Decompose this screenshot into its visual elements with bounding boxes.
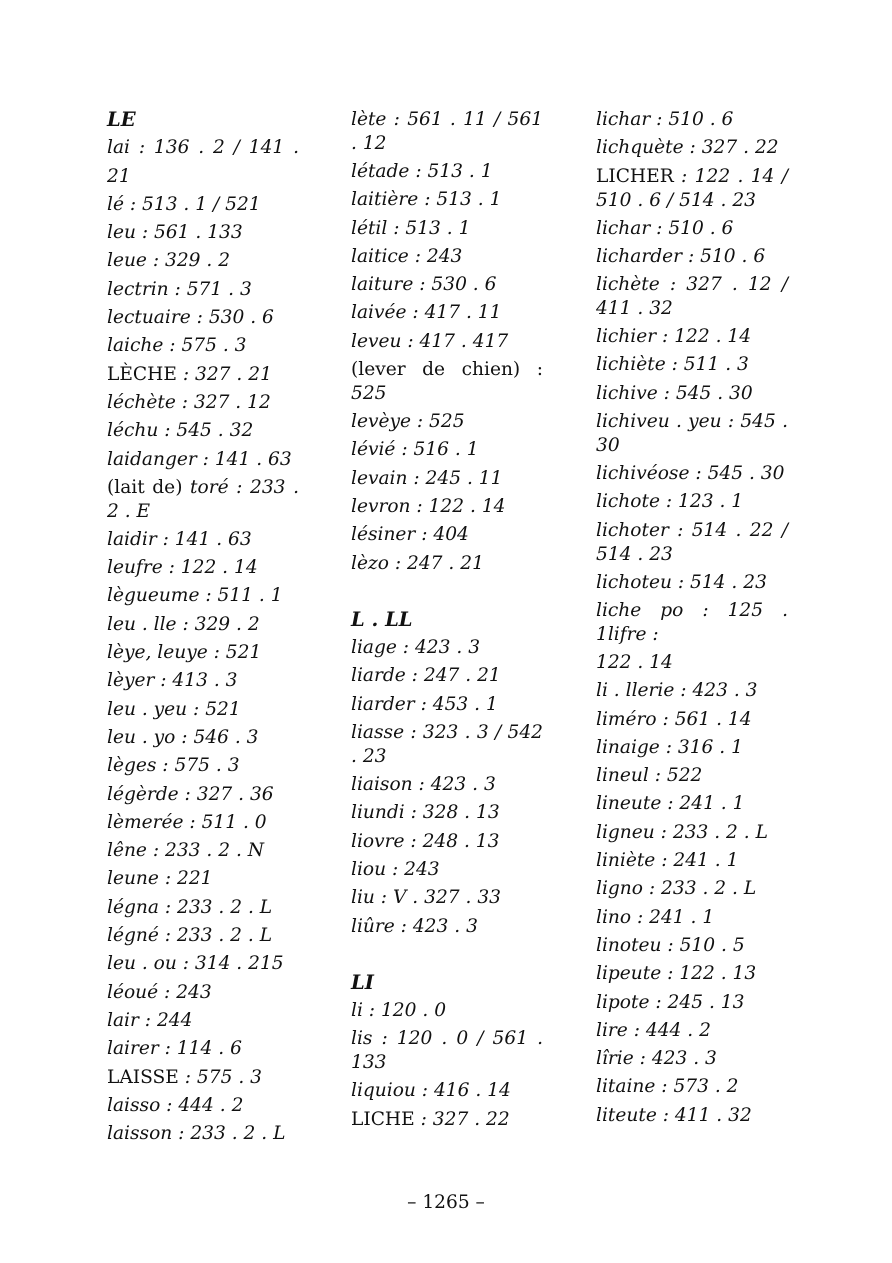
entry-text: liniète : 241 . 1 [596, 850, 739, 872]
index-entry [596, 762, 788, 790]
index-entry [107, 389, 299, 417]
index-entry [351, 1077, 543, 1105]
entry-text: leu . ou : 314 . 215 [107, 953, 284, 975]
index-column-3 [596, 106, 788, 1130]
entry-text: lîrie : 423 . 3 [596, 1048, 717, 1070]
index-entry [351, 913, 543, 941]
index-entry [107, 724, 299, 752]
entry-text: légèrde : 327 . 36 [107, 783, 274, 805]
index-entry [107, 582, 299, 610]
entry-text: li : 120 . 0 [351, 1000, 447, 1022]
entry-text: leveu : 417 . 417 [351, 330, 509, 352]
index-entry [596, 932, 788, 960]
entry-text: liaison : 423 . 3 [351, 774, 496, 796]
entry-text: 525 [351, 383, 387, 405]
index-entry [107, 894, 299, 922]
index-entry [351, 158, 543, 186]
entry-text: légné : 233 . 2 . L [107, 925, 273, 947]
entry-text: : 327 . 22 [414, 1108, 510, 1130]
index-entry [107, 696, 299, 724]
entry-text: levèye : 525 [351, 411, 465, 433]
entry-text: leue : 329 . 2 [107, 250, 231, 272]
entry-text: liu : V . 327 . 33 [351, 887, 501, 909]
index-entry [351, 358, 543, 406]
entry-text: 122 . 14 [596, 651, 673, 673]
index-entry [107, 979, 299, 1007]
entry-text: lèzo : 247 . 21 [351, 552, 484, 574]
index-entry [107, 837, 299, 865]
index-entry [107, 526, 299, 554]
entry-text: lai : 136 . 2 / 141 . 21 [107, 137, 299, 187]
index-entry [107, 247, 299, 275]
index-entry [107, 865, 299, 893]
entry-text: lichier : 122 . 14 [596, 326, 752, 348]
index-entry [107, 922, 299, 950]
index-entry [596, 351, 788, 379]
entry-text: licharder : 510 . 6 [596, 245, 766, 267]
entry-text: lèges : 575 . 3 [107, 755, 240, 777]
index-entry [107, 219, 299, 247]
index-entry [107, 752, 299, 780]
index-entry [107, 361, 299, 389]
entry-headword: LICHE [351, 1108, 415, 1130]
page-number: – 1265 – [407, 1192, 485, 1213]
entry-text: lichoteu : 514 . 23 [596, 571, 767, 593]
entry-text: laiche : 575 . 3 [107, 335, 247, 357]
index-entry [351, 1106, 543, 1134]
entry-text: leu . yeu : 521 [107, 698, 241, 720]
index-entry [596, 215, 788, 243]
entry-text: lipote : 245 . 13 [596, 991, 745, 1013]
index-entry [351, 436, 543, 464]
entry-text: laidir : 141 . 63 [107, 528, 252, 550]
index-entry [596, 488, 788, 516]
index-entry [107, 667, 299, 695]
index-entry [596, 649, 788, 677]
entry-text: liméro : 561 . 14 [596, 708, 752, 730]
entry-text: leufre : 122 . 14 [107, 557, 258, 579]
entry-text: lectuaire : 530 . 6 [107, 307, 274, 329]
entry-text: ligneu : 233 . 2 . L [596, 821, 768, 843]
index-entry [351, 856, 543, 884]
entry-text: liarder : 453 . 1 [351, 693, 498, 715]
index-entry [107, 809, 299, 837]
entry-text: lair : 244 [107, 1009, 193, 1031]
index-entry [596, 569, 788, 597]
entry-text: laitice : 243 [351, 245, 463, 267]
entry-text: ligno : 233 . 2 . L [596, 878, 757, 900]
entry-headword: (lait de) [107, 476, 191, 498]
entry-text: lévié : 516 . 1 [351, 439, 479, 461]
entry-text: lichive : 545 . 30 [596, 382, 753, 404]
entry-headword: LÈCHE [107, 363, 177, 385]
entry-text: li . llerie : 423 . 3 [596, 680, 758, 702]
entry-text: : 575 . 3 [178, 1066, 262, 1088]
entry-text: liarde : 247 . 21 [351, 665, 501, 687]
index-entry [596, 410, 788, 458]
index-entry [107, 554, 299, 582]
entry-text: lèmerée : 511 . 0 [107, 811, 267, 833]
entry-text: laitière : 513 . 1 [351, 189, 502, 211]
index-entry [596, 1102, 788, 1130]
entry-text: liquiou : 416 . 14 [351, 1080, 511, 1102]
entry-text: lichar : 510 . 6 [596, 109, 734, 130]
entry-text: lègueume : 511 . 1 [107, 585, 283, 607]
entry-text: linoteu : 510 . 5 [596, 934, 745, 956]
entry-text: léchète : 327 . 12 [107, 391, 271, 413]
index-entry [351, 634, 543, 662]
entry-text: laisson : 233 . 2 . L [107, 1123, 286, 1145]
index-entry [596, 1017, 788, 1045]
index-entry [107, 639, 299, 667]
index-entry [596, 519, 788, 567]
entry-text: liche po : 125 . 1lifre : [596, 599, 788, 645]
index-entry [596, 706, 788, 734]
index-entry [596, 677, 788, 705]
entry-text: lineute : 241 . 1 [596, 793, 745, 815]
entry-text: lichote : 123 . 1 [596, 491, 744, 513]
entry-text: lésiner : 404 [351, 524, 469, 546]
index-column-1 [107, 106, 299, 1148]
index-entry [596, 165, 788, 213]
entry-text: lichiveu . yeu : 545 . 30 [596, 411, 788, 457]
entry-text: léoué : 243 [107, 981, 212, 1003]
section-heading: L . LL [351, 607, 413, 631]
index-entry [351, 493, 543, 521]
index-entry [351, 521, 543, 549]
entry-headword: LICHER [596, 165, 674, 187]
entry-text: lichète : 327 . 12 / 411 . 32 [596, 274, 788, 320]
entry-text: létil : 513 . 1 [351, 217, 471, 239]
index-entry [351, 465, 543, 493]
index-entry [351, 550, 543, 578]
index-entry [107, 276, 299, 304]
entry-text: lipeute : 122 . 13 [596, 963, 757, 985]
index-entry [107, 476, 299, 524]
index-entry [351, 691, 543, 719]
entry-text: liteute : 411 . 32 [596, 1104, 752, 1126]
index-entry [596, 1073, 788, 1101]
index-entry [107, 1120, 299, 1148]
index-entry [596, 819, 788, 847]
index-entry [107, 134, 299, 191]
section-heading: LE [107, 108, 136, 131]
index-entry [107, 417, 299, 445]
index-entry [107, 332, 299, 360]
entry-text: lêne : 233 . 2 . N [107, 840, 265, 862]
entry-text: laivée : 417 . 11 [351, 302, 502, 324]
index-entry [596, 875, 788, 903]
index-column-2 [351, 106, 543, 1134]
index-entry [596, 273, 788, 321]
index-entry [351, 186, 543, 214]
index-entry [596, 847, 788, 875]
entry-text: létade : 513 . 1 [351, 161, 493, 182]
index-entry [351, 799, 543, 827]
entry-text: lairer : 114 . 6 [107, 1038, 242, 1060]
index-entry [351, 884, 543, 912]
index-entry [107, 611, 299, 639]
entry-text: levron : 122 . 14 [351, 495, 506, 517]
entry-text: lectrin : 571 . 3 [107, 278, 252, 300]
index-entry [351, 997, 543, 1025]
entry-text: lichar : 510 . 6 [596, 217, 734, 239]
entry-text: liovre : 248 . 13 [351, 830, 500, 852]
entry-text: lète : 561 . 11 / 561 . 12 [351, 109, 543, 154]
entry-headword: (lever de chien) : [351, 359, 543, 381]
entry-text: levain : 245 . 11 [351, 467, 503, 489]
index-entry [596, 106, 788, 134]
entry-text: lichiète : 511 . 3 [596, 354, 749, 376]
section-heading: LI [351, 970, 374, 994]
entry-text: leu . lle : 329 . 2 [107, 613, 260, 635]
index-entry [351, 243, 543, 271]
index-entry [596, 1045, 788, 1073]
entry-text: lichquète : 327 . 22 [596, 137, 779, 159]
index-entry [596, 790, 788, 818]
entry-text: léchu : 545 . 32 [107, 420, 254, 442]
index-entry [596, 599, 788, 647]
index-entry [107, 1007, 299, 1035]
index-entry [107, 446, 299, 474]
index-entry [351, 108, 543, 156]
entry-headword: LAISSE [107, 1066, 179, 1088]
index-entry [596, 460, 788, 488]
entry-text: lèye, leuye : 521 [107, 642, 262, 664]
index-entry [351, 215, 543, 243]
index-entry [351, 721, 543, 769]
entry-text: lèyer : 413 . 3 [107, 670, 238, 692]
index-entry [596, 323, 788, 351]
entry-text: leu : 561 . 133 [107, 222, 243, 244]
entry-text: liage : 423 . 3 [351, 637, 481, 659]
entry-text: lino : 241 . 1 [596, 906, 715, 928]
entry-text: leu . yo : 546 . 3 [107, 726, 259, 748]
entry-text: lineul : 522 [596, 765, 703, 787]
entry-text: litaine : 573 . 2 [596, 1076, 739, 1098]
index-entry [107, 191, 299, 219]
index-entry [351, 271, 543, 299]
index-entry [351, 299, 543, 327]
entry-text: lé : 513 . 1 / 521 [107, 193, 261, 215]
entry-text: légna : 233 . 2 . L [107, 896, 273, 918]
entry-text: laiture : 530 . 6 [351, 274, 497, 296]
entry-text: lichoter : 514 . 22 / 514 . 23 [596, 519, 788, 565]
index-entry [351, 662, 543, 690]
index-entry [351, 828, 543, 856]
entry-text: lire : 444 . 2 [596, 1019, 711, 1041]
index-entry [107, 304, 299, 332]
entry-text: liasse : 323 . 3 / 542 . 23 [351, 722, 543, 768]
entry-text: laidanger : 141 . 63 [107, 448, 292, 470]
entry-text: lis : 120 . 0 / 561 . 133 [351, 1028, 543, 1074]
entry-text: linaige : 316 . 1 [596, 736, 743, 758]
index-entry [107, 1092, 299, 1120]
index-entry [596, 243, 788, 271]
index-entry [351, 328, 543, 356]
index-entry [596, 380, 788, 408]
entry-text: : 122 . 14 / 510 . 6 / 514 . 23 [596, 165, 788, 211]
index-entry [107, 781, 299, 809]
entry-text: liundi : 328 . 13 [351, 802, 500, 824]
index-entry [107, 1035, 299, 1063]
index-entry [351, 1027, 543, 1075]
index-entry [351, 408, 543, 436]
index-entry [107, 1064, 299, 1092]
entry-text: liûre : 423 . 3 [351, 915, 478, 937]
index-entry [351, 771, 543, 799]
entry-text: leune : 221 [107, 868, 213, 890]
index-entry [596, 989, 788, 1017]
index-entry [596, 134, 788, 162]
index-entry [596, 960, 788, 988]
index-entry [107, 950, 299, 978]
entry-text: lichivéose : 545 . 30 [596, 463, 785, 485]
entry-text: : 327 . 21 [176, 363, 272, 385]
entry-text: liou : 243 [351, 858, 440, 880]
entry-text: toré : 233 . 2 . E [107, 476, 299, 522]
index-entry [596, 904, 788, 932]
index-entry [596, 734, 788, 762]
entry-text: laisso : 444 . 2 [107, 1094, 244, 1116]
